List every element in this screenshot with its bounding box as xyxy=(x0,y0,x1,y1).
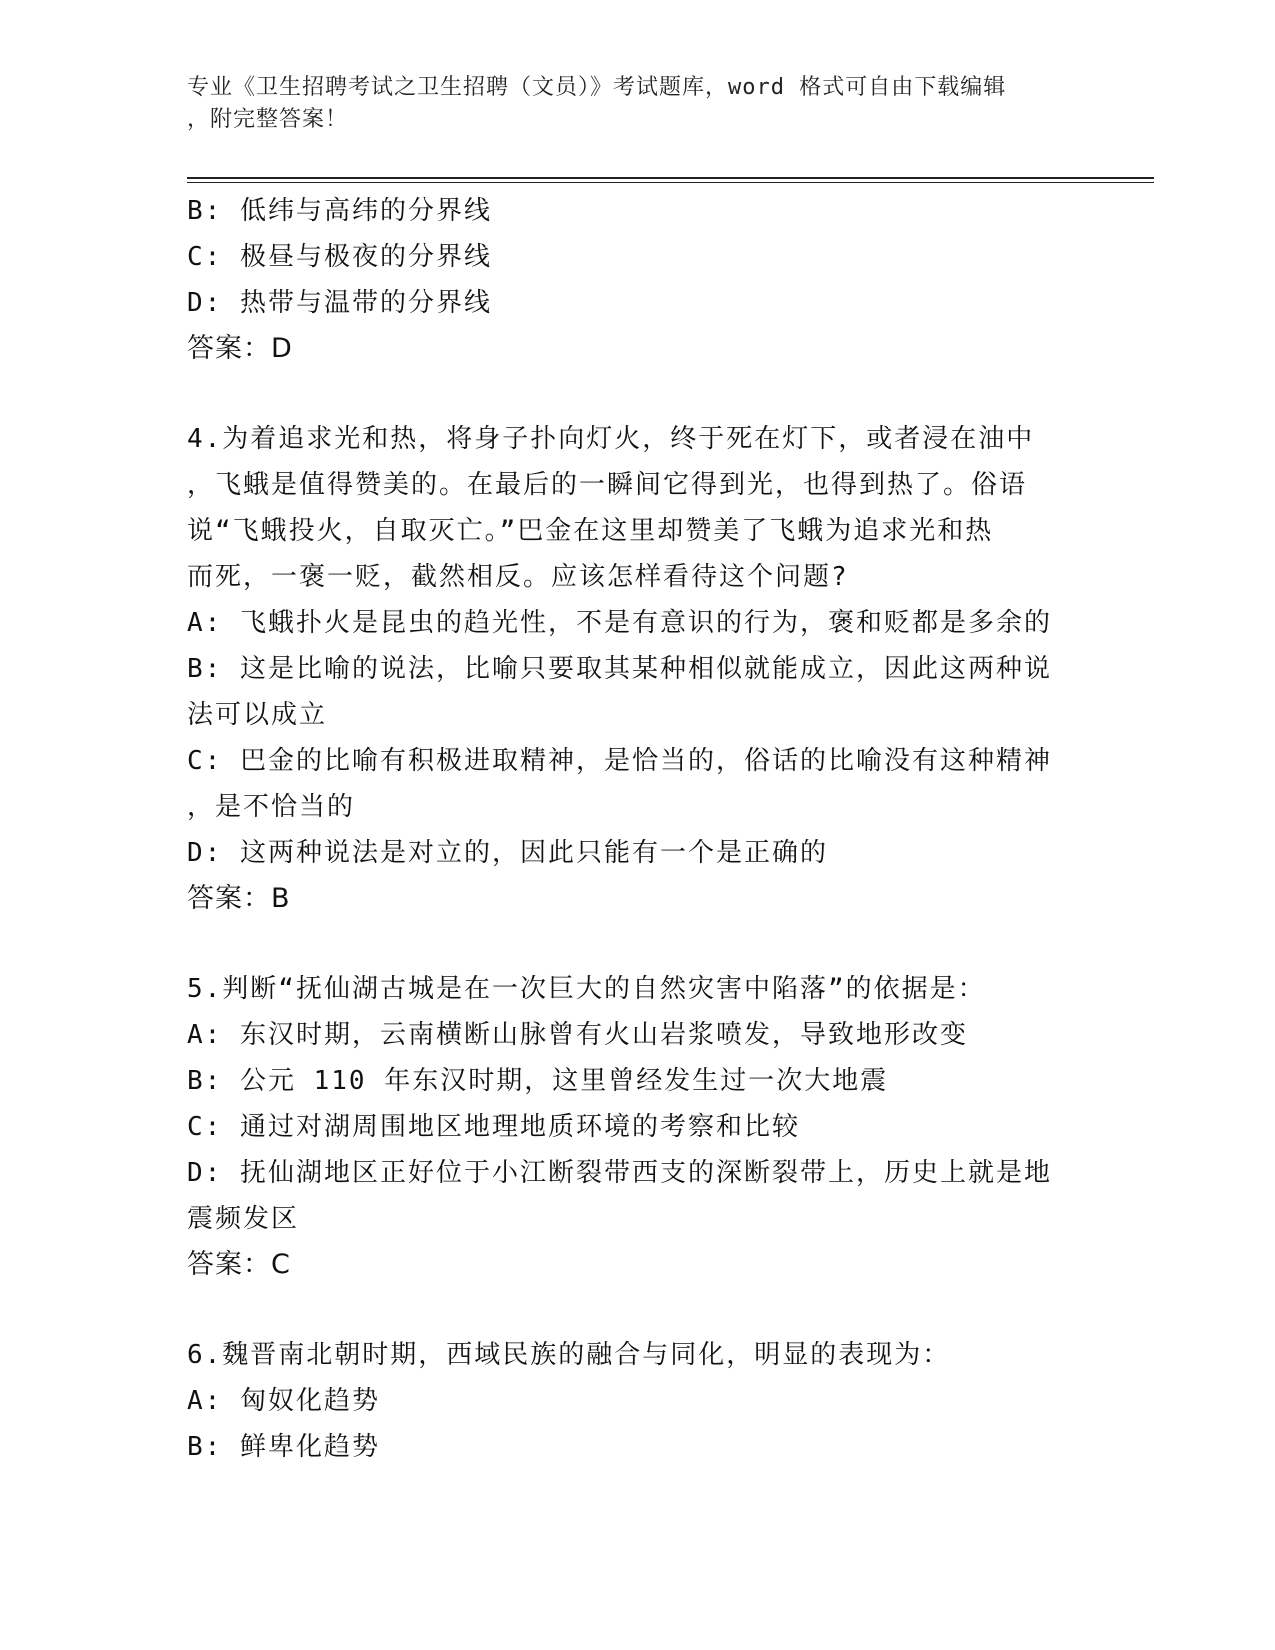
question-stem-line: 而死，一褒一贬，截然相反。应该怎样看待这个问题? xyxy=(187,562,849,592)
option-b: B: 这是比喻的说法，比喻只要取其某种相似就能成立，因此这两种说 xyxy=(187,654,1052,684)
question-stem-line: ，飞蛾是值得赞美的。在最后的一瞬间它得到光，也得到热了。俗语 xyxy=(187,470,1028,500)
header-divider xyxy=(187,177,1154,179)
spacer xyxy=(187,372,1067,416)
option-b: B: 鲜卑化趋势 xyxy=(187,1432,380,1462)
question-5 xyxy=(187,966,1067,1288)
option-b-continued: 法可以成立 xyxy=(187,700,328,730)
option-a: A: 匈奴化趋势 xyxy=(187,1386,380,1416)
question-stem-line: 说“飞蛾投火，自取灭亡。”巴金在这里却赞美了飞蛾为追求光和热 xyxy=(187,516,994,546)
option-b: B: 公元 110 年东汉时期，这里曾经发生过一次大地震 xyxy=(187,1066,889,1096)
question-list xyxy=(187,188,1067,1470)
option-c-continued: ，是不恰当的 xyxy=(187,792,356,822)
question-stem-line: 5.判断“抚仙湖古城是在一次巨大的自然灾害中陷落”的依据是： xyxy=(187,974,986,1004)
option-a: A: 飞蛾扑火是昆虫的趋光性，不是有意识的行为，褒和贬都是多余的 xyxy=(187,608,1052,638)
option-c: C: 极昼与极夜的分界线 xyxy=(187,242,492,272)
spacer xyxy=(187,922,1067,966)
answer-line: 答案：B xyxy=(187,883,291,914)
question-stem-line: 4.为着追求光和热，将身子扑向灯火，终于死在灯下，或者浸在油中 xyxy=(187,424,1035,454)
option-a: A: 东汉时期，云南横断山脉曾有火山岩浆喷发，导致地形改变 xyxy=(187,1020,968,1050)
page-header xyxy=(187,72,1067,136)
option-c: C: 通过对湖周围地区地理地质环境的考察和比较 xyxy=(187,1112,800,1142)
option-b: B: 低纬与高纬的分界线 xyxy=(187,196,492,226)
question-6 xyxy=(187,1332,1067,1470)
header-line-1: 专业《卫生招聘考试之卫生招聘（文员）》考试题库，word 格式可自由下载编辑 xyxy=(187,75,1007,100)
option-d: D: 抚仙湖地区正好位于小江断裂带西支的深断裂带上，历史上就是地 xyxy=(187,1158,1052,1188)
question-3 xyxy=(187,188,1067,372)
answer-line: 答案：D xyxy=(187,333,293,364)
question-stem-line: 6.魏晋南北朝时期，西域民族的融合与同化，明显的表现为： xyxy=(187,1340,951,1370)
option-c: C: 巴金的比喻有积极进取精神，是恰当的，俗话的比喻没有这种精神 xyxy=(187,746,1052,776)
spacer xyxy=(187,1288,1067,1332)
header-divider-thin xyxy=(187,182,1154,183)
option-d-continued: 震频发区 xyxy=(187,1204,300,1234)
option-d: D: 热带与温带的分界线 xyxy=(187,288,492,318)
header-line-2: ，附完整答案！ xyxy=(187,107,349,132)
option-d: D: 这两种说法是对立的，因此只能有一个是正确的 xyxy=(187,838,828,868)
question-4 xyxy=(187,416,1067,922)
answer-line: 答案：C xyxy=(187,1249,291,1280)
